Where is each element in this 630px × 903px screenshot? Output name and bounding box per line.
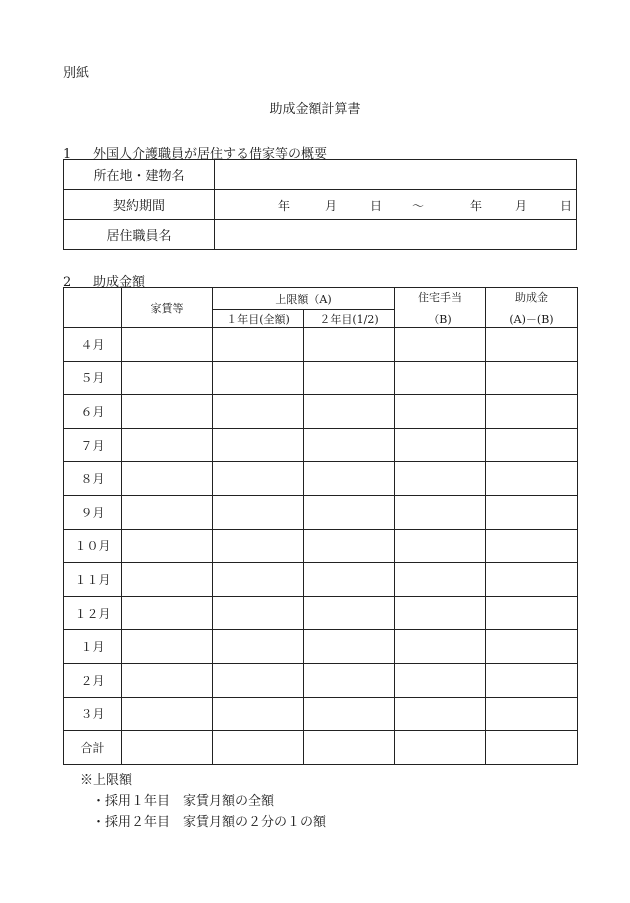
month-label: １２月 — [64, 596, 122, 630]
subsidy-table — [63, 287, 578, 765]
cap-year2-cell[interactable] — [304, 529, 395, 563]
cap-year1-cell[interactable] — [213, 563, 304, 597]
cap-year2-cell[interactable] — [304, 663, 395, 697]
month-label: １月 — [64, 630, 122, 664]
housing-allowance-cell[interactable] — [395, 596, 486, 630]
rent-cell[interactable] — [122, 462, 213, 496]
section1-title: 外国人介護職員が居住する借家等の概要 — [93, 147, 328, 162]
rent-cell[interactable] — [122, 361, 213, 395]
housing-allowance-cell[interactable] — [395, 462, 486, 496]
overview-table — [63, 159, 577, 250]
notes-title: ※上限額 — [80, 773, 133, 788]
address-label: 所在地・建物名 — [64, 160, 215, 190]
table-row — [64, 663, 578, 697]
cap-year2-cell[interactable] — [304, 495, 395, 529]
cap-year2-cell[interactable] — [304, 428, 395, 462]
cap-year1-cell[interactable] — [213, 630, 304, 664]
header-housing-allowance — [395, 288, 486, 328]
cap-year1-cell[interactable] — [213, 328, 304, 362]
rent-cell[interactable] — [122, 428, 213, 462]
contract-label: 契約期間 — [64, 190, 215, 220]
subsidy-cell[interactable] — [486, 596, 578, 630]
header-row-1 — [64, 288, 578, 310]
subsidy-cell[interactable] — [486, 563, 578, 597]
housing-allowance-cell[interactable] — [395, 630, 486, 664]
table-row — [64, 630, 578, 664]
housing-allowance-cell[interactable] — [395, 731, 486, 765]
subsidy-cell[interactable] — [486, 428, 578, 462]
cap-year1-cell[interactable] — [213, 663, 304, 697]
section1-number: 1 — [63, 147, 72, 162]
cap-year1-cell[interactable] — [213, 596, 304, 630]
month-label: ７月 — [64, 428, 122, 462]
rent-cell[interactable] — [122, 529, 213, 563]
contract-row — [64, 190, 577, 220]
housing-allowance-cell[interactable] — [395, 663, 486, 697]
address-row — [64, 160, 577, 190]
start-day-unit: 日 — [370, 199, 383, 213]
housing-allowance-sub: （B) — [428, 312, 452, 326]
table-row — [64, 361, 578, 395]
rent-cell[interactable] — [122, 495, 213, 529]
rent-cell[interactable] — [122, 731, 213, 765]
table-row — [64, 428, 578, 462]
month-label: １０月 — [64, 529, 122, 563]
month-label: ９月 — [64, 495, 122, 529]
subsidy-cell[interactable] — [486, 361, 578, 395]
housing-allowance-cell[interactable] — [395, 563, 486, 597]
month-rows — [64, 328, 578, 765]
month-label: ２月 — [64, 663, 122, 697]
month-label: ８月 — [64, 462, 122, 496]
month-label: ５月 — [64, 361, 122, 395]
cap-year1-cell[interactable] — [213, 428, 304, 462]
table-row — [64, 395, 578, 429]
rent-cell[interactable] — [122, 563, 213, 597]
rent-cell[interactable] — [122, 663, 213, 697]
section2-number: 2 — [63, 275, 72, 290]
attachment-label: 別紙 — [63, 66, 90, 81]
start-year-unit: 年 — [278, 199, 291, 213]
period-tilde: ～ — [412, 199, 425, 213]
cap-year2-cell[interactable] — [304, 596, 395, 630]
subsidy-cell[interactable] — [486, 630, 578, 664]
table-row — [64, 697, 578, 731]
month-label: ４月 — [64, 328, 122, 362]
header-subsidy — [486, 288, 578, 328]
cap-year1-cell[interactable] — [213, 731, 304, 765]
table-row — [64, 563, 578, 597]
address-value[interactable] — [215, 160, 577, 190]
subsidy-label: 助成金 — [515, 290, 548, 304]
residents-value[interactable] — [215, 220, 577, 250]
table-row — [64, 495, 578, 529]
housing-allowance-cell[interactable] — [395, 395, 486, 429]
cap-year1-cell[interactable] — [213, 395, 304, 429]
month-label: ３月 — [64, 697, 122, 731]
document-title: 助成金額計算書 — [269, 102, 361, 117]
housing-allowance-label: 住宅手当 — [418, 290, 462, 304]
cap-year2-cell[interactable] — [304, 395, 395, 429]
housing-allowance-cell[interactable] — [395, 697, 486, 731]
table-row — [64, 596, 578, 630]
end-month-unit: 月 — [515, 199, 528, 213]
contract-period-value[interactable] — [215, 190, 577, 220]
subsidy-cell[interactable] — [486, 495, 578, 529]
subsidy-cell[interactable] — [486, 328, 578, 362]
rent-cell[interactable] — [122, 328, 213, 362]
subsidy-cell[interactable] — [486, 395, 578, 429]
cap-year1-cell[interactable] — [213, 529, 304, 563]
cap-year1-cell[interactable] — [213, 495, 304, 529]
subsidy-cell[interactable] — [486, 697, 578, 731]
cap-year1-cell[interactable] — [213, 462, 304, 496]
cap-year2-cell[interactable] — [304, 563, 395, 597]
note-item-year1: ・採用１年目 家賃月額の全額 — [92, 794, 275, 809]
header-rent: 家賃等 — [122, 288, 213, 328]
residents-label: 居住職員名 — [64, 220, 215, 250]
header-cap: 上限額（A) — [213, 288, 395, 310]
cap-year2-cell[interactable] — [304, 328, 395, 362]
subsidy-cell[interactable] — [486, 663, 578, 697]
rent-cell[interactable] — [122, 630, 213, 664]
cap-year1-cell[interactable] — [213, 697, 304, 731]
cap-year2-cell[interactable] — [304, 361, 395, 395]
housing-allowance-cell[interactable] — [395, 361, 486, 395]
cap-year2-cell[interactable] — [304, 731, 395, 765]
cap-year2-cell[interactable] — [304, 462, 395, 496]
subsidy-cell[interactable] — [486, 529, 578, 563]
note-item-year2: ・採用２年目 家賃月額の２分の１の額 — [92, 815, 327, 830]
subsidy-cell[interactable] — [486, 462, 578, 496]
housing-allowance-cell[interactable] — [395, 428, 486, 462]
header-cap-year1: １年目(全額) — [213, 310, 304, 328]
housing-allowance-cell[interactable] — [395, 529, 486, 563]
subsidy-sub: (A)－(B) — [509, 312, 554, 326]
rent-cell[interactable] — [122, 596, 213, 630]
month-label: ６月 — [64, 395, 122, 429]
subsidy-cell[interactable] — [486, 731, 578, 765]
header-blank — [64, 288, 122, 328]
cap-year2-cell[interactable] — [304, 697, 395, 731]
rent-cell[interactable] — [122, 395, 213, 429]
header-cap-year2: ２年目(1/2) — [304, 310, 395, 328]
end-year-unit: 年 — [470, 199, 483, 213]
cap-year2-cell[interactable] — [304, 630, 395, 664]
cap-year1-cell[interactable] — [213, 361, 304, 395]
residents-row — [64, 220, 577, 250]
table-row — [64, 529, 578, 563]
housing-allowance-cell[interactable] — [395, 328, 486, 362]
start-month-unit: 月 — [325, 199, 338, 213]
end-day-unit: 日 — [560, 199, 573, 213]
month-label: 合計 — [64, 731, 122, 765]
housing-allowance-cell[interactable] — [395, 495, 486, 529]
month-label: １１月 — [64, 563, 122, 597]
table-row — [64, 328, 578, 362]
notes — [80, 770, 326, 833]
rent-cell[interactable] — [122, 697, 213, 731]
section2-title: 助成金額 — [93, 275, 146, 290]
table-row — [64, 462, 578, 496]
table-row — [64, 731, 578, 765]
